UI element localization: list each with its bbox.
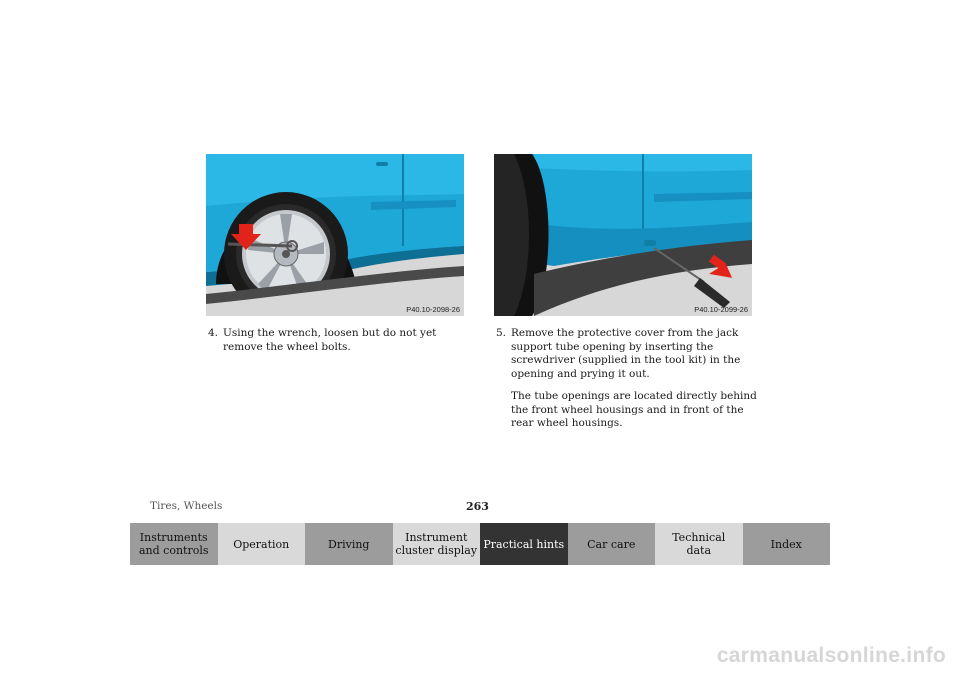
figure-wheel-wrench bbox=[206, 154, 464, 316]
nav-tab-technical-data[interactable]: Technical data bbox=[655, 523, 743, 565]
step-4-text: Using the wrench, loosen but do not yet remove the wheel bolts. bbox=[223, 327, 437, 353]
figure-jack-support-cover bbox=[494, 154, 752, 316]
figure-code-right: P40.10-2099-26 bbox=[694, 305, 748, 314]
wheel-wrench-illustration bbox=[206, 154, 464, 316]
step-5 bbox=[496, 327, 758, 440]
step-5-text: Remove the protective cover from the jack support tube opening by inserting the screwdriver (supplied in the tool kit) in the opening and prying it out. bbox=[511, 327, 741, 380]
chapter-navigation bbox=[130, 523, 830, 565]
nav-tab-practical-hints[interactable]: Practical hints bbox=[480, 523, 568, 565]
step-4-number: 4. bbox=[208, 327, 219, 339]
step-5-number: 5. bbox=[496, 327, 507, 339]
step-5-note: The tube openings are located directly behind the front wheel housings and in front of the rear wheel housings. bbox=[511, 390, 757, 429]
jack-cover-illustration bbox=[494, 154, 752, 316]
figure-code-left: P40.10-2098-26 bbox=[406, 305, 460, 314]
nav-tab-driving[interactable]: Driving bbox=[305, 523, 393, 565]
nav-tab-operation[interactable]: Operation bbox=[218, 523, 306, 565]
section-title: Tires, Wheels bbox=[150, 500, 223, 512]
nav-tab-car-care[interactable]: Car care bbox=[568, 523, 656, 565]
page-number: 263 bbox=[466, 500, 489, 513]
nav-tab-instruments-and-controls[interactable]: Instruments and controls bbox=[130, 523, 218, 565]
nav-tab-instrument-cluster-display[interactable]: Instrument cluster display bbox=[393, 523, 481, 565]
nav-tab-index[interactable]: Index bbox=[743, 523, 831, 565]
step-4 bbox=[208, 327, 468, 354]
watermark: carmanualsonline.info bbox=[716, 644, 946, 667]
